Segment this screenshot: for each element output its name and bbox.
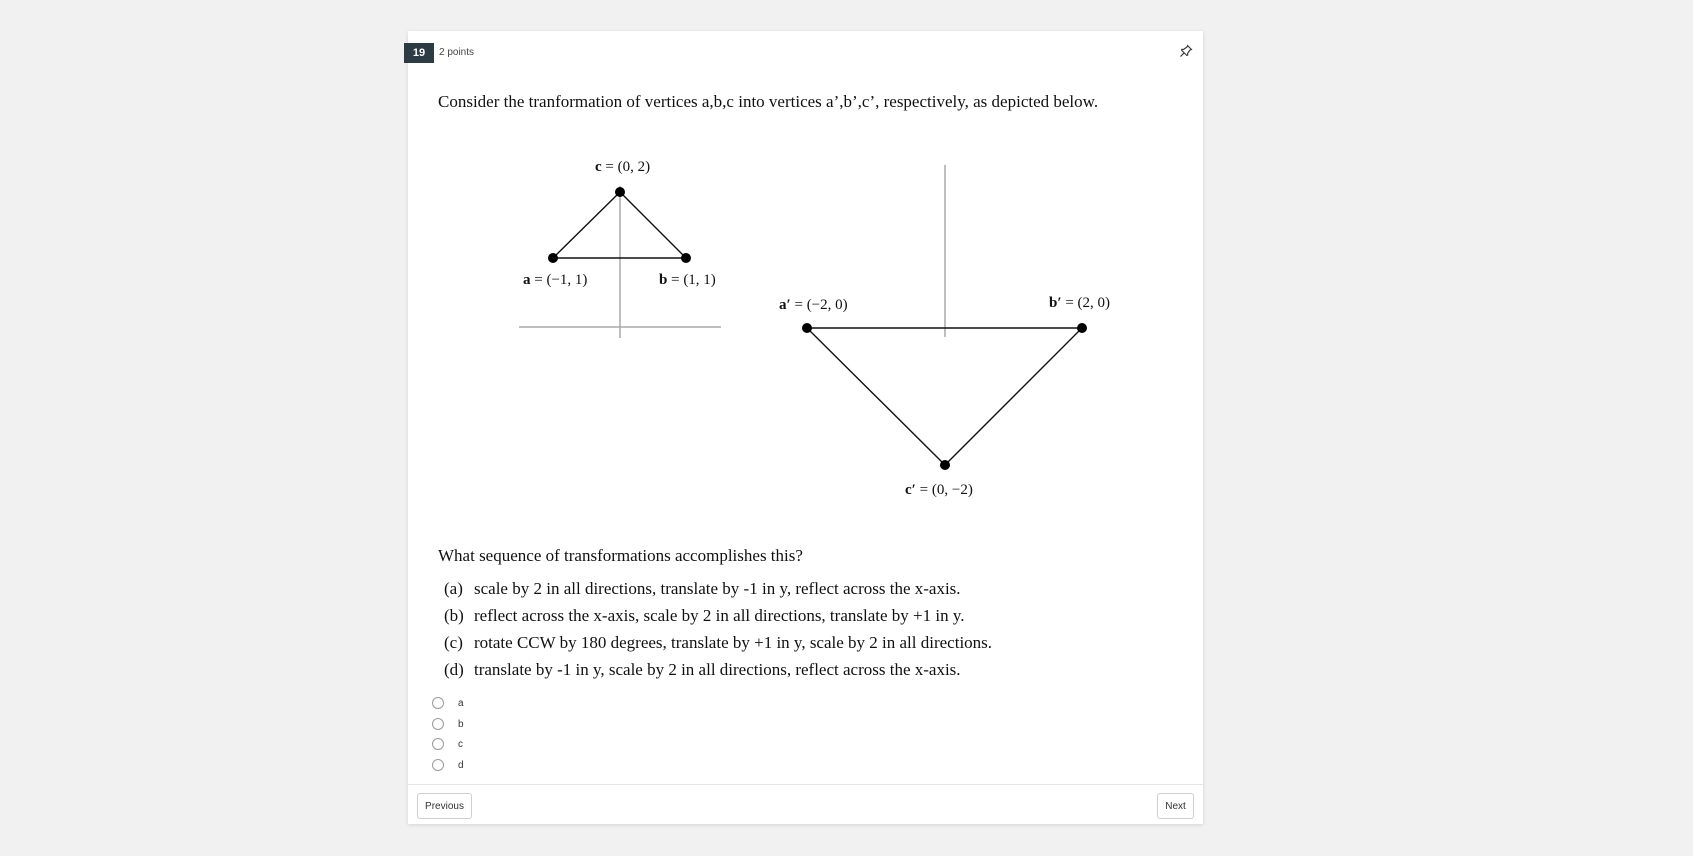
vertex-a-prime <box>802 323 812 333</box>
transformed-triangle <box>807 328 1082 465</box>
option-text-a <box>444 579 961 599</box>
label-b-prime: b′ = (2, 0) <box>1049 295 1111 311</box>
radio-button[interactable] <box>432 738 444 750</box>
question-subprompt: What sequence of transformations accomplishes this? <box>438 546 803 565</box>
option-text-c <box>444 633 992 653</box>
label-c-prime: c′ = (0, −2) <box>905 482 973 498</box>
answer-choice-d[interactable] <box>432 757 464 773</box>
label-c: c = (0, 2) <box>595 159 651 175</box>
radio-button[interactable] <box>432 718 444 730</box>
vertex-b-prime <box>1077 323 1087 333</box>
next-button[interactable]: Next <box>1157 793 1194 819</box>
question-points: 2 points <box>439 47 475 58</box>
option-letter: (c) <box>444 633 463 652</box>
previous-button[interactable]: Previous <box>417 793 472 819</box>
question-card <box>408 31 1203 824</box>
footer-divider <box>408 784 1203 785</box>
vertex-c <box>615 187 625 197</box>
label-b: b = (1, 1) <box>659 272 716 288</box>
vertex-b <box>681 253 691 263</box>
option-description: reflect across the x-axis, scale by 2 in all directions, translate by +1 in y. <box>474 606 965 625</box>
question-prompt: Consider the tranformation of vertices a,b,c into vertices a’,b’,c’, respectively, as depicted below. <box>438 92 1099 111</box>
radio-button[interactable] <box>432 759 444 771</box>
option-letter: (d) <box>444 660 464 679</box>
option-text-b <box>444 606 964 626</box>
option-text-d <box>444 660 961 680</box>
answer-choice-label[interactable]: c <box>458 738 463 750</box>
option-description: translate by -1 in y, scale by 2 in all directions, reflect across the x-axis. <box>474 660 961 679</box>
option-description: rotate CCW by 180 degrees, translate by +1 in y, scale by 2 in all directions. <box>474 633 993 652</box>
answer-choice-b[interactable] <box>432 716 464 732</box>
label-a: a = (−1, 1) <box>523 272 588 288</box>
answer-choice-label[interactable]: a <box>458 697 464 709</box>
answer-choice-label[interactable]: d <box>458 759 464 771</box>
question-number-badge: 19 <box>404 43 434 63</box>
vertex-a <box>548 253 558 263</box>
answer-choice-c[interactable] <box>432 736 463 752</box>
answer-choice-a[interactable] <box>432 695 464 711</box>
vertex-c-prime <box>940 460 950 470</box>
option-letter: (b) <box>444 606 464 625</box>
option-letter: (a) <box>444 579 463 598</box>
option-description: scale by 2 in all directions, translate by -1 in y, reflect across the x-axis. <box>474 579 961 598</box>
transformation-figure <box>408 31 1203 501</box>
answer-choice-label[interactable]: b <box>458 718 464 730</box>
label-a-prime: a′ = (−2, 0) <box>779 297 848 313</box>
radio-button[interactable] <box>432 697 444 709</box>
